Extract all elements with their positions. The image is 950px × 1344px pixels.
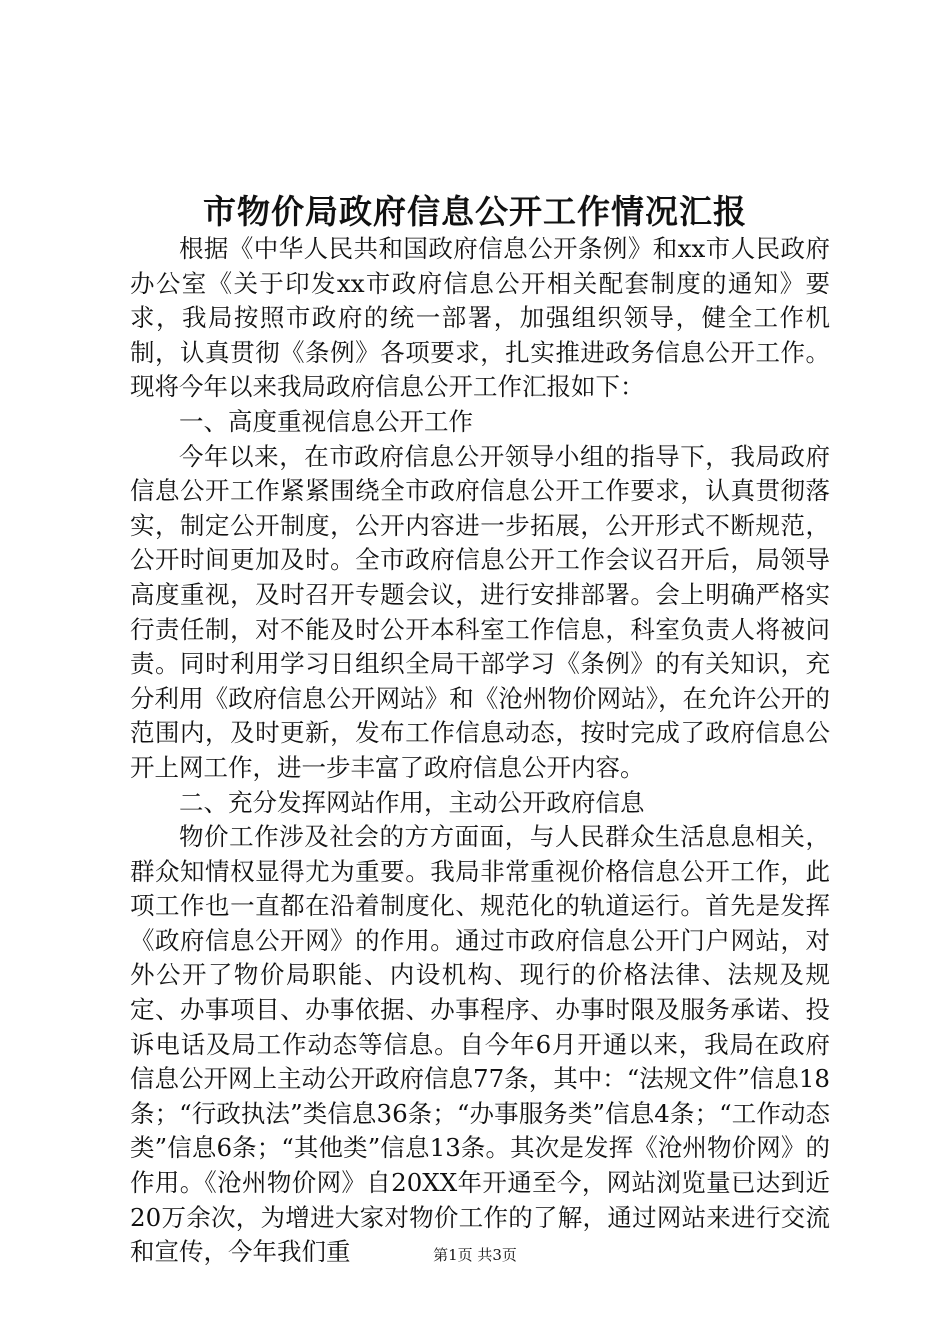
document-body [130, 232, 830, 1270]
paragraph-intro: 根据《中华人民共和国政府信息公开条例》和xx市人民政府办公室《关于印发xx市政府信息公开相关配套制度的通知》要求，我局按照市政府的统一部署，加强组织领导，健全工作机制，认真贯彻《条例》各项要求，扎实推进政务信息公开工作。现将今年以来我局政府信息公开工作汇报如下： [130, 234, 830, 402]
paragraph-section-2: 物价工作涉及社会的方方面面，与人民群众生活息息相关，群众知情权显得尤为重要。我局非常重视价格信息公开工作，此项工作也一直都在沿着制度化、规范化的轨道运行。首先是发挥《政府信息公开网》的作用。通过市政府信息公开门户网站，对外公开了物价局职能、内设机构、现行的价格法律、法规及规定、办事项目、办事依据、办事程序、办事时限及服务承诺、投诉电话及局工作动态等信息。自今年6月开通以来，我局在政府信息公开网上主动公开政府信息77条，其中：“法规文件”信息18条；“行政执法”类信息36条；“办事服务类”信息4条；“工作动态类”信息6条；“其他类”信息13条。其次是发挥《沧州物价网》的作用。《沧州物价网》自20XX年开通至今，网站浏览量已达到近20万余次，为增进大家对物价工作的了解，通过网站来进行交流和宣传，今年我们重 [130, 822, 830, 1267]
document-title: 市物价局政府信息公开工作情况汇报 [203, 192, 747, 231]
paragraph-section-1: 今年以来，在市政府信息公开领导小组的指导下，我局政府信息公开工作紧紧围绕全市政府信息公开工作要求，认真贯彻落实，制定公开制度，公开内容进一步拓展，公开形式不断规范，公开时间更加及时。全市政府信息公开工作会议召开后，局领导高度重视，及时召开专题会议，进行安排部署。会上明确严格实行责任制，对不能及时公开本科室工作信息，科室负责人将被问责。同时利用学习日组织全局干部学习《条例》的有关知识，充分利用《政府信息公开网站》和《沧州物价网站》，在允许公开的范围内，及时更新，发布工作信息动态，按时完成了政府信息公开上网工作，进一步丰富了政府信息公开内容。 [130, 441, 830, 782]
section-heading-1: 一、高度重视信息公开工作 [179, 406, 473, 436]
section-heading-2: 二、充分发挥网站作用，主动公开政府信息 [179, 787, 645, 817]
page-number-footer: 第1页 共3页 [433, 1246, 517, 1264]
